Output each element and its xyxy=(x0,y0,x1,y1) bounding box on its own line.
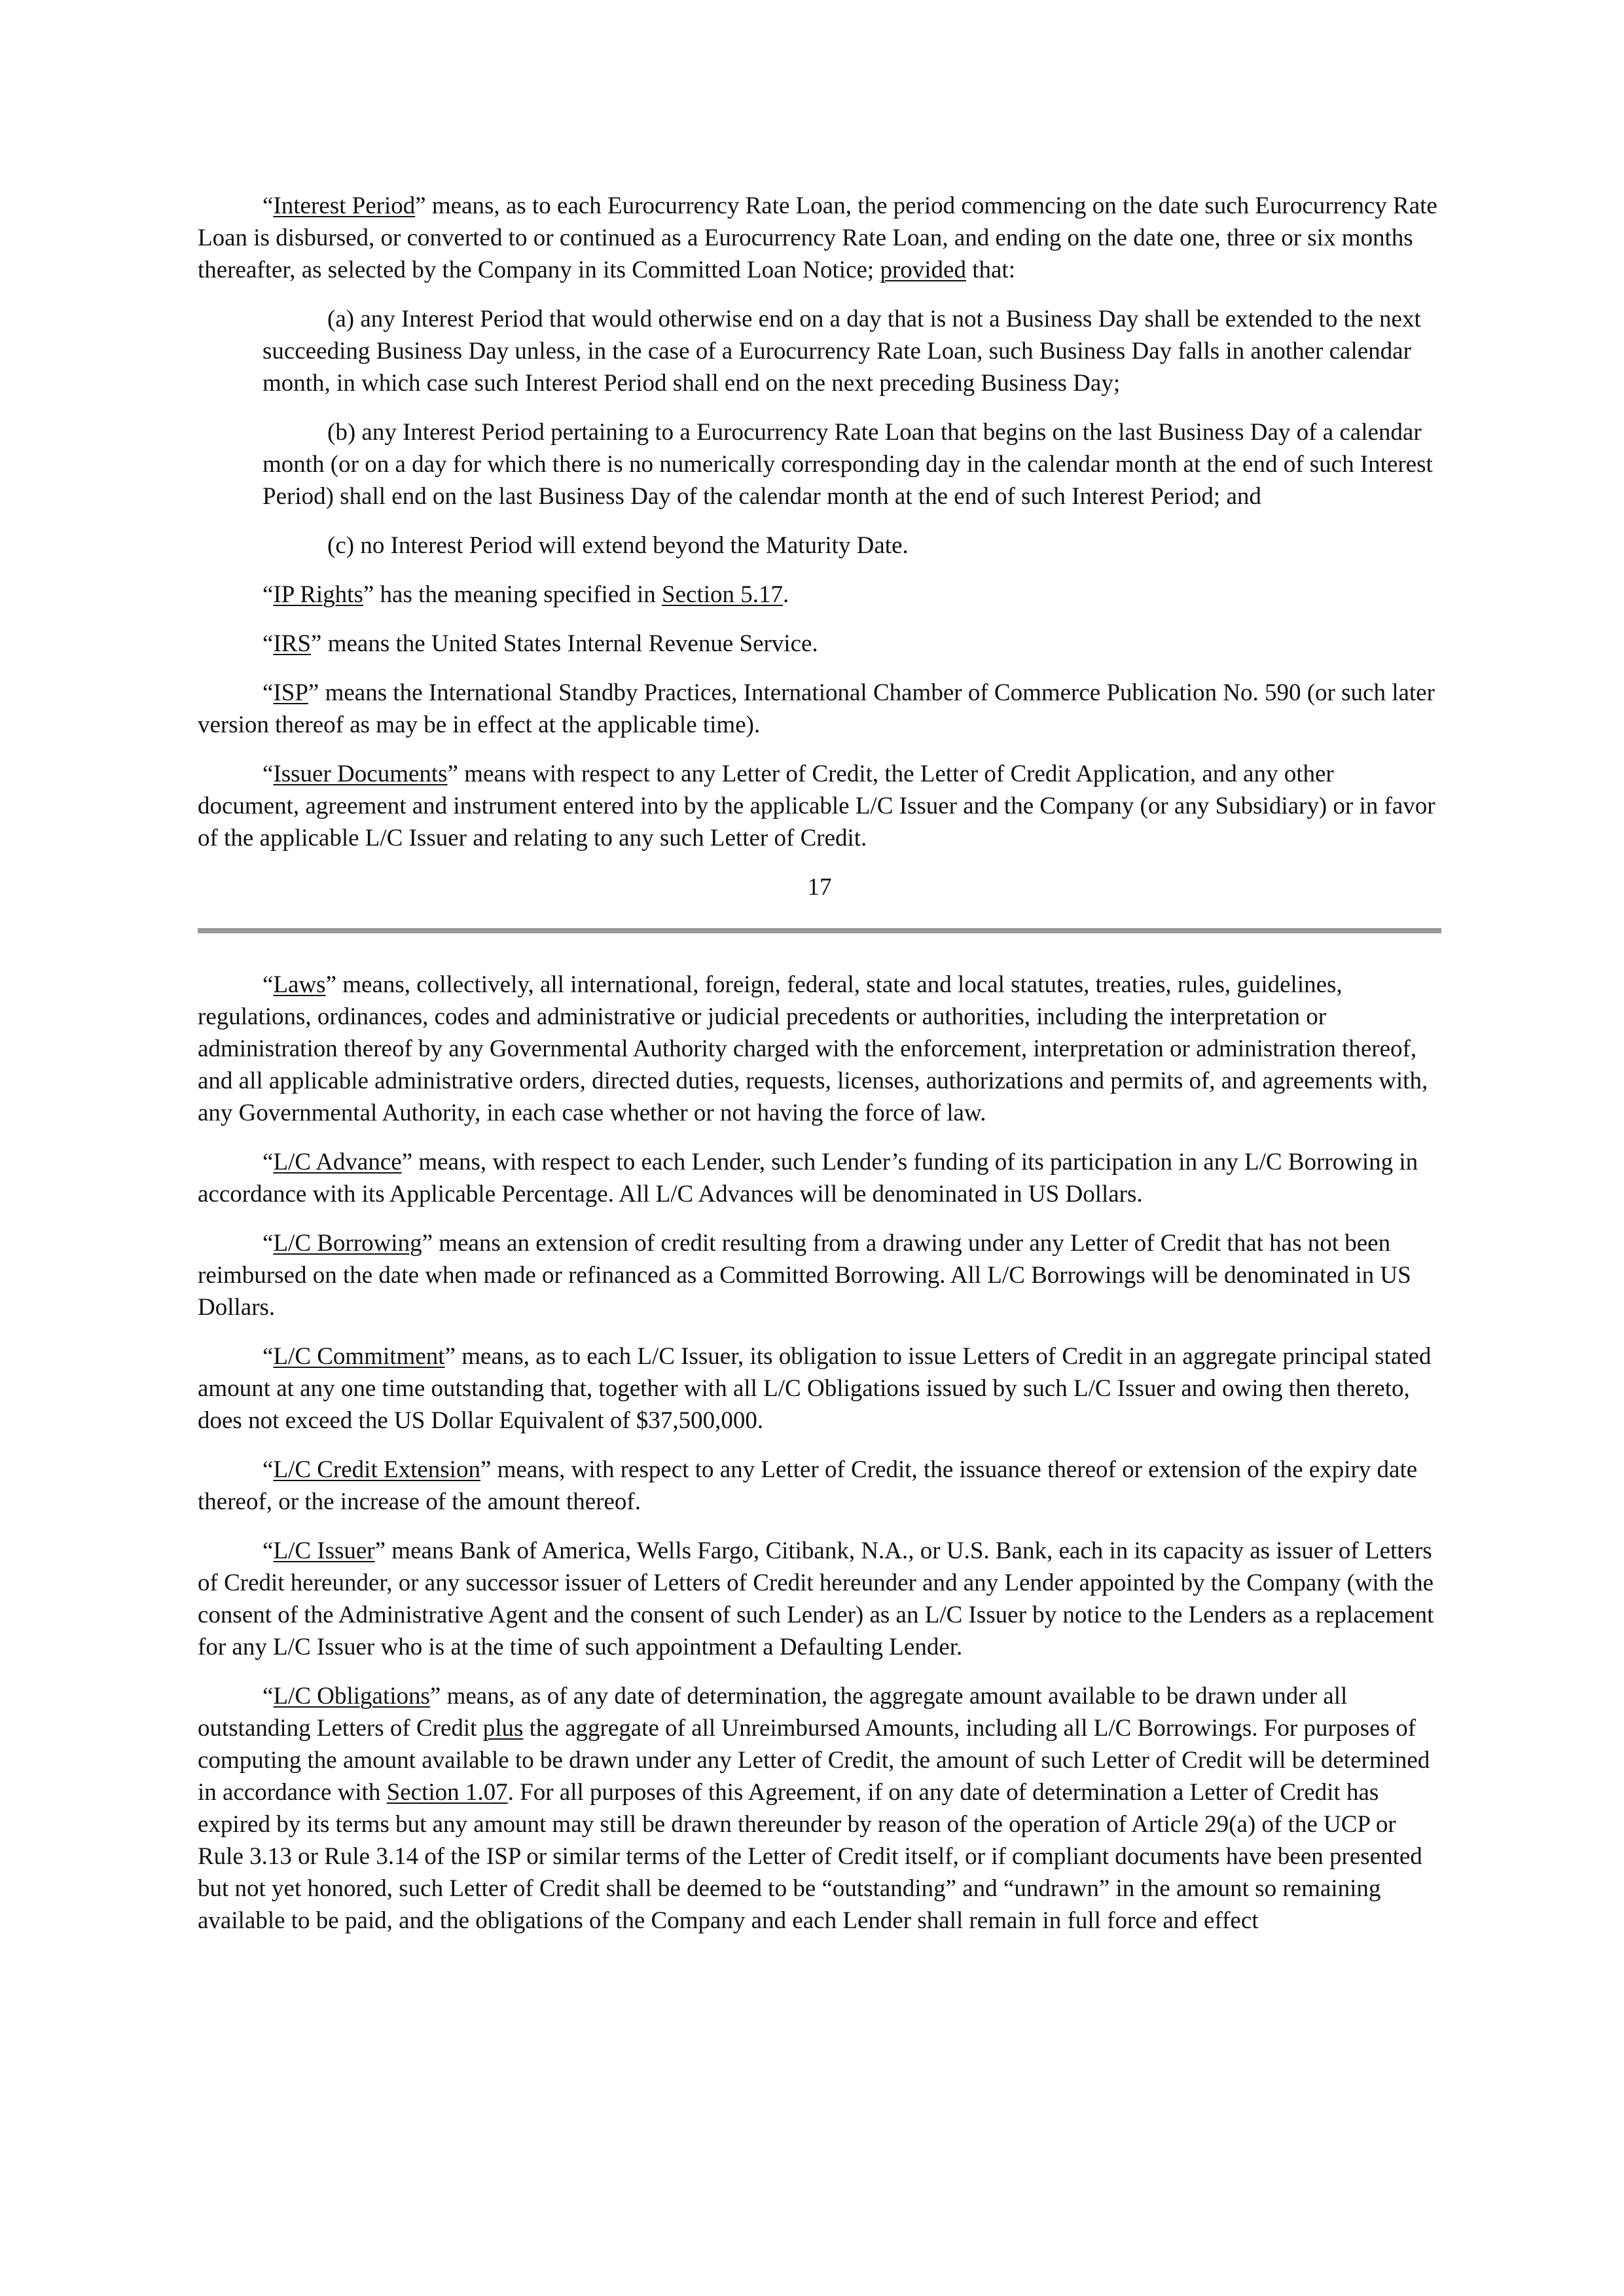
defined-term: L/C Advance xyxy=(273,1149,402,1175)
defined-term: L/C Commitment xyxy=(273,1343,445,1370)
definition-lc-credit-extension: “L/C Credit Extension” means, with respect to any Letter of Credit, the issuance thereof or extension of the expiry date thereof, or the increase of the amount thereof. xyxy=(198,1456,1418,1515)
defined-term: L/C Obligations xyxy=(273,1683,430,1710)
definition-ip-rights: “IP Rights” has the meaning specified in Section 5.17. xyxy=(262,581,789,608)
defined-term: L/C Borrowing xyxy=(273,1230,422,1257)
plus-term: plus xyxy=(482,1715,524,1742)
defined-term: ISP xyxy=(273,679,308,706)
document-page xyxy=(198,190,1441,1954)
definition-lc-issuer: “L/C Issuer” means Bank of America, Wells Fargo, Citibank, N.A., or U.S. Bank, each in its capacity as issuer of Letters of Credit hereunder, or any successor issuer of Letters of Credit hereunder and any Lender appointed by the Company (with the consent of the Administrative Agent and the consent of such Lender) as an L/C Issuer by notice to the Lenders as a replacement for any L/C Issuer who is at the time of such appointment a Defaulting Lender. xyxy=(198,1537,1434,1660)
defined-term: Laws xyxy=(273,971,326,998)
section-reference: Section 5.17 xyxy=(662,581,784,608)
definition-isp: “ISP” means the International Standby Practices, International Chamber of Commerce Publication No. 590 (or such later version thereof as may be in effect at the applicable time). xyxy=(198,679,1435,738)
clause-c: (c) no Interest Period will extend beyond the Maturity Date. xyxy=(327,532,909,559)
page-number: 17 xyxy=(807,874,832,901)
definition-interest-period: “Interest Period” means, as to each Eurocurrency Rate Loan, the period commencing on the date such Eurocurrency Rate Loan is disbursed, or converted to or continued as a Eurocurrency Rate Loan, and ending on the date one, three or six months thereafter, as selected by the Company in its Committed Loan Notice; provided that: xyxy=(198,192,1437,283)
defined-term: IP Rights xyxy=(273,581,363,608)
clause-a: (a) any Interest Period that would otherwise end on a day that is not a Business Day shall be extended to the next succeeding Business Day unless, in the case of a Eurocurrency Rate Loan, such Business Day falls in another calendar month, in which case such Interest Period shall end on the next preceding Business Day; xyxy=(262,306,1421,397)
defined-term: Interest Period xyxy=(273,192,416,219)
definition-lc-commitment: “L/C Commitment” means, as to each L/C Issuer, its obligation to issue Letters of Credit in an aggregate principal stated amount at any one time outstanding that, together with all L/C Obligations issued by such L/C Issuer and owing then thereto, does not exceed the US Dollar Equivalent of $37,500,000. xyxy=(198,1343,1432,1434)
definition-lc-obligations: “L/C Obligations” means, as of any date of determination, the aggregate amount available to be drawn under all outstanding Letters of Credit plus the aggregate of all Unreimbursed Amounts, including all L/C Borrowings. For purposes of computing the amount available to be drawn under any Letter of Credit, the amount of such Letter of Credit will be determined in accordance with Section 1.07. For all purposes of this Agreement, if on any date of determination a Letter of Credit has expired by its terms but any amount may still be drawn thereunder by reason of the operation of Article 29(a) of the UCP or Rule 3.13 or Rule 3.14 of the ISP or similar terms of the Letter of Credit itself, or if compliant documents have been presented but not yet honored, such Letter of Credit shall be deemed to be “outstanding” and “undrawn” in the amount so remaining available to be paid, and the obligations of the Company and each Lender shall remain in full force and effect xyxy=(198,1683,1430,1934)
definition-issuer-documents: “Issuer Documents” means with respect to any Letter of Credit, the Letter of Credit Application, and any other document, agreement and instrument entered into by the applicable L/C Issuer and the Company (or any Subsidiary) or in favor of the applicable L/C Issuer and relating to any such Letter of Credit. xyxy=(198,761,1435,852)
page-divider xyxy=(198,928,1441,933)
clause-b: (b) any Interest Period pertaining to a Eurocurrency Rate Loan that begins on the last Business Day of a calendar month (or on a day for which there is no numerically corresponding day in the calendar month at the end of such Interest Period) shall end on the last Business Day of the calendar month at the end of such Interest Period; and xyxy=(262,419,1433,510)
section-reference: Section 1.07 xyxy=(386,1779,508,1806)
defined-term: IRS xyxy=(273,630,312,657)
definition-irs: “IRS” means the United States Internal Revenue Service. xyxy=(262,630,818,657)
defined-term: L/C Credit Extension xyxy=(273,1456,480,1483)
provided-term: provided xyxy=(880,257,966,283)
definition-lc-advance: “L/C Advance” means, with respect to each Lender, such Lender’s funding of its participation in any L/C Borrowing in accordance with its Applicable Percentage. All L/C Advances will be denominated in US Dollars. xyxy=(198,1149,1418,1208)
defined-term: Issuer Documents xyxy=(273,761,448,787)
definition-laws: “Laws” means, collectively, all international, foreign, federal, state and local statutes, treaties, rules, guidelines, regulations, ordinances, codes and administrative or judicial precedents or authorities, including the interpretation or administration thereof by any Governmental Authority charged with the enforcement, interpretation or administration thereof, and all applicable administrative orders, directed duties, requests, licenses, authorizations and permits of, and agreements with, any Governmental Authority, in each case whether or not having the force of law. xyxy=(198,971,1428,1126)
definition-lc-borrowing: “L/C Borrowing” means an extension of credit resulting from a drawing under any Letter of Credit that has not been reimbursed on the date when made or refinanced as a Committed Borrowing. All L/C Borrowings will be denominated in US Dollars. xyxy=(198,1230,1411,1321)
defined-term: L/C Issuer xyxy=(273,1537,375,1564)
